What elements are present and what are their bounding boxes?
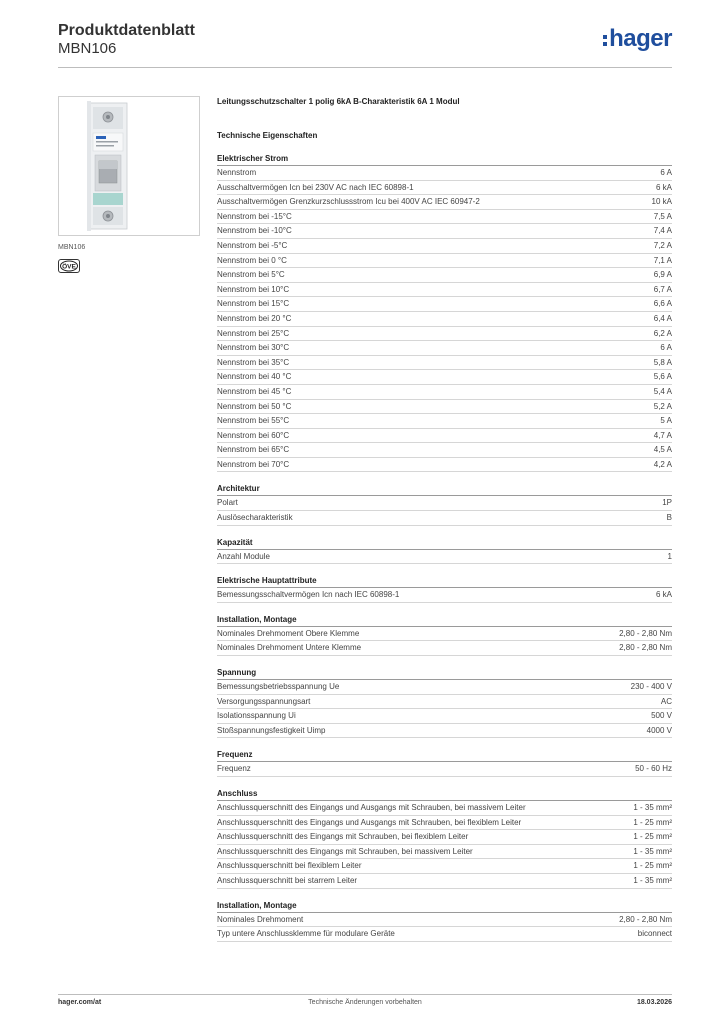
spec-row [217,181,672,196]
spec-column [217,96,672,942]
spec-label: Anschlussquerschnitt des Eingangs und Ausgangs mit Schrauben, bei massivem Leiter [217,803,526,812]
product-description: Leitungsschutzschalter 1 polig 6kA B-Charakteristik 6A 1 Modul [217,97,460,106]
spec-section [217,666,672,738]
document-title: Produktdatenblatt [58,22,195,39]
spec-row [217,859,672,874]
spec-row [217,845,672,860]
spec-label: Stoßspannungsfestigkeit Uimp [217,725,326,735]
spec-label: Nennstrom bei 30°C [217,343,290,353]
logo-text: hager [609,25,672,52]
spec-label: Isolationsspannung Ui [217,711,296,721]
section-title: Frequenz [217,748,672,762]
spec-label: Bemessungsbetriebsspannung Ue [217,682,340,692]
spec-sections [217,152,672,942]
spec-label: Nennstrom bei 20 °C [217,313,292,323]
hager-logo [603,26,672,52]
spec-value: 6 A [660,168,672,177]
product-sidebar [58,96,200,273]
spec-label: Nennstrom bei 0 °C [217,255,287,265]
spec-label: Nennstrom bei 70°C [217,459,290,469]
spec-label: Nennstrom bei 15°C [217,299,290,309]
spec-value: 1 [667,551,672,561]
spec-value: 6,9 A [653,270,672,280]
spec-value: 1 - 35 mm² [633,875,672,885]
spec-row [217,913,672,928]
footer-date: 18.03.2026 [636,999,672,1006]
footer-website: hager.com/at [58,999,102,1006]
technical-properties-heading: Technische Eigenschaften [217,131,318,140]
spec-value: 1 - 35 mm² [633,803,672,812]
spec-value: 4,5 A [653,445,672,455]
spec-value: 6,7 A [653,284,672,294]
spec-row [217,385,672,400]
spec-value: 2,80 - 2,80 Nm [619,628,672,638]
spec-label: Frequenz [217,764,251,774]
spec-row [217,709,672,724]
spec-row [217,627,672,642]
spec-value: 4000 V [646,725,672,735]
spec-label: Nennstrom bei 55°C [217,416,290,426]
spec-label: Nennstrom bei -5°C [217,240,288,250]
spec-row [217,312,672,327]
spec-section [217,899,672,942]
spec-label: Nennstrom bei 35°C [217,357,290,367]
spec-value: B [666,513,672,523]
spec-value: 50 - 60 Hz [635,764,672,774]
spec-value: 5,8 A [653,357,672,367]
image-caption: MBN106 [58,244,86,251]
spec-value: 6 kA [655,590,672,600]
spec-label: Anschlussquerschnitt bei starrem Leiter [217,875,358,885]
spec-row [217,588,672,603]
spec-value: 2,80 - 2,80 Nm [619,643,672,653]
spec-value: 4,7 A [653,430,672,440]
section-title: Elektrischer Strom [217,152,672,166]
spec-value: 6,6 A [653,299,672,309]
spec-label: Bemessungsschaltvermögen Icn nach IEC 60898-1 [217,590,400,600]
spec-value: 5,4 A [653,386,672,396]
product-number: MBN106 [58,40,117,57]
spec-label: Nennstrom bei 65°C [217,445,290,455]
page-header [58,22,672,68]
page-footer [58,994,672,1010]
spec-value: 6,4 A [653,313,672,323]
spec-value: 6,2 A [653,328,672,338]
spec-section [217,613,672,656]
spec-value: 7,5 A [653,211,672,221]
spec-row [217,830,672,845]
spec-row [217,762,672,777]
spec-row [217,680,672,695]
spec-value: 5,6 A [653,372,672,382]
spec-label: Ausschaltvermögen Grenzkurzschlussstrom Icu bei 400V AC IEC 60947-2 [217,197,480,207]
section-title: Architektur [217,482,672,496]
section-title: Kapazität [217,536,672,550]
spec-row [217,816,672,831]
spec-value: 500 V [651,711,672,721]
spec-label: Auslösecharakteristik [217,513,293,523]
spec-row [217,724,672,739]
spec-row [217,414,672,429]
spec-value: 1 - 25 mm² [633,817,672,827]
spec-label: Ausschaltvermögen Icn bei 230V AC nach IEC 60898-1 [217,182,414,192]
spec-section [217,482,672,525]
spec-value: 4,2 A [653,459,672,469]
spec-value: 5,2 A [653,401,672,411]
spec-label: Nennstrom bei 10°C [217,284,290,294]
spec-value: 6 kA [655,182,672,192]
spec-row [217,327,672,342]
spec-label: Nennstrom bei -15°C [217,211,292,221]
spec-row [217,443,672,458]
circuit-breaker-image [59,97,199,235]
spec-section [217,536,672,565]
spec-section [217,574,672,603]
product-image [58,96,200,236]
section-title: Spannung [217,666,672,680]
spec-label: Nennstrom bei 45 °C [217,386,292,396]
spec-value: 1 - 25 mm² [633,861,672,871]
spec-value: 7,1 A [653,255,672,265]
spec-row [217,496,672,511]
spec-value: 7,2 A [653,240,672,250]
spec-row [217,239,672,254]
cert-badge-text: ÖVE [62,263,76,271]
spec-value: 1 - 35 mm² [633,846,672,856]
spec-label: Polart [217,498,238,508]
spec-label: Nennstrom bei -10°C [217,226,292,236]
section-title: Installation, Montage [217,899,672,913]
section-title: Installation, Montage [217,613,672,627]
spec-label: Anschlussquerschnitt des Eingangs mit Schrauben, bei massivem Leiter [217,846,473,856]
spec-label: Anschlussquerschnitt des Eingangs mit Schrauben, bei flexiblem Leiter [217,832,469,842]
spec-section [217,748,672,777]
spec-row [217,511,672,526]
spec-label: Nominales Drehmoment Untere Klemme [217,643,362,653]
spec-row [217,458,672,473]
spec-row [217,224,672,239]
spec-value: 2,80 - 2,80 Nm [619,914,672,924]
spec-row [217,927,672,942]
spec-label: Anschlussquerschnitt bei flexiblem Leiter [217,861,362,871]
spec-row [217,195,672,210]
spec-label: Nennstrom bei 5°C [217,270,285,280]
spec-label: Anschlussquerschnitt des Eingangs und Ausgangs mit Schrauben, bei flexiblem Leiter [217,817,522,827]
logo-colon-icon [603,35,607,46]
spec-row [217,283,672,298]
spec-label: Nennstrom bei 50 °C [217,401,292,411]
spec-section [217,152,672,472]
spec-label: Nennstrom bei 25°C [217,328,290,338]
spec-row [217,166,672,181]
spec-value: 1P [662,498,672,508]
spec-row [217,297,672,312]
spec-row [217,370,672,385]
spec-value: 230 - 400 V [630,682,672,692]
spec-value: 7,4 A [653,226,672,236]
spec-row [217,400,672,415]
spec-value: AC [660,696,672,706]
spec-value: 10 kA [651,197,672,207]
spec-row [217,874,672,889]
section-title: Elektrische Hauptattribute [217,574,672,588]
spec-value: biconnect [637,929,672,939]
spec-row [217,268,672,283]
spec-value: 6 A [660,343,672,353]
spec-label: Nennstrom bei 40 °C [217,372,292,382]
footer-disclaimer: Technische Änderungen vorbehalten [308,999,422,1006]
spec-row [217,429,672,444]
spec-label: Nominales Drehmoment Obere Klemme [217,628,360,638]
spec-row [217,210,672,225]
spec-label: Anzahl Module [217,551,270,561]
spec-label: Typ untere Anschlussklemme für modulare Geräte [217,929,395,939]
spec-row [217,254,672,269]
spec-row [217,801,672,816]
spec-value: 5 A [660,416,672,426]
ove-certification-icon [58,259,80,273]
spec-label: Versorgungsspannungsart [217,696,311,706]
spec-label: Nennstrom [217,168,257,177]
spec-row [217,341,672,356]
spec-row [217,550,672,565]
spec-section [217,787,672,889]
spec-value: 1 - 25 mm² [633,832,672,842]
spec-row [217,641,672,656]
spec-label: Nominales Drehmoment [217,914,304,924]
spec-label: Nennstrom bei 60°C [217,430,290,440]
spec-row [217,356,672,371]
spec-row [217,695,672,710]
section-title: Anschluss [217,787,672,801]
